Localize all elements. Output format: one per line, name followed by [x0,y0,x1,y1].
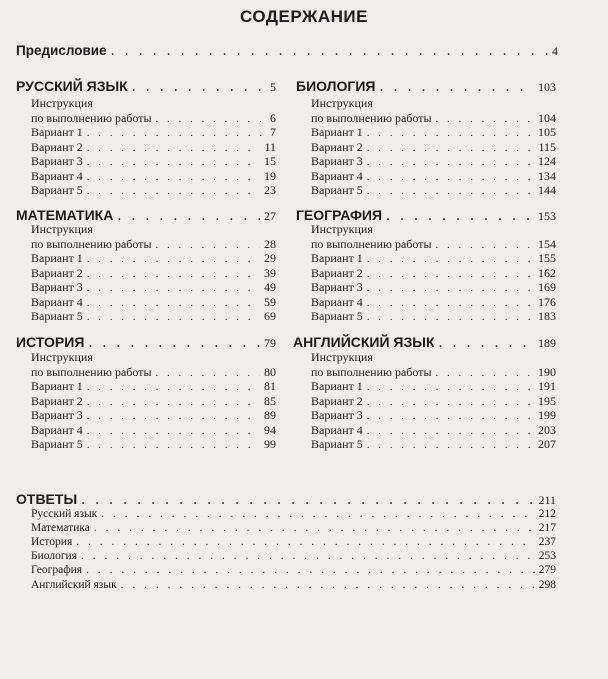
entry-label: Вариант 1 [311,125,363,139]
entry-page: 15 [264,154,276,168]
entry-page: 80 [264,365,276,379]
toc-entry [311,380,556,393]
entry-label: География [31,564,83,576]
entry-label: Вариант 1 [31,251,83,265]
dot-leader [439,335,534,351]
entry-page: 155 [538,251,556,265]
dot-leader [81,492,534,508]
toc-section-biology [296,79,556,95]
toc-entry [31,155,276,168]
toc-entry [311,366,556,379]
dot-leader [367,172,534,183]
entry-page: 69 [264,309,276,323]
toc-entry [311,310,556,323]
dot-leader [87,157,260,168]
toc-entry [311,296,556,309]
entry-label: История [31,536,73,548]
entry-label: Вариант 2 [31,394,83,408]
entry-page: 28 [264,237,276,251]
entry-label: Предисловие [16,43,107,58]
toc-entry [31,170,276,183]
entry-page: 59 [264,295,276,309]
entry-page: 176 [538,295,556,309]
entry-label: Инструкция [31,350,93,364]
entry-label: по выполнению работы [311,365,432,379]
dot-leader [117,208,260,224]
entry-label: по выполнению работы [31,111,152,125]
section-label: РУССКИЙ ЯЗЫК [16,78,128,94]
entry-label: Математика [31,522,90,534]
entry-page: 217 [538,522,556,534]
entry-label: Вариант 5 [311,183,363,197]
toc-entry [31,310,276,323]
dot-leader [87,186,260,197]
entry-label: Вариант 4 [31,423,83,437]
entry-page: 104 [538,111,556,125]
entry-page: 279 [538,564,556,576]
dot-leader [94,523,535,535]
page-title: СОДЕРЖАНИЕ [240,7,368,26]
toc-entry [31,438,276,451]
section-page: 79 [264,336,276,350]
dot-leader [367,128,534,139]
toc-entry [311,424,556,437]
section-label: БИОЛОГИЯ [296,78,376,94]
dot-leader [87,269,260,280]
entry-page: 169 [538,280,556,294]
entry-label: Вариант 3 [311,154,363,168]
entry-page: 23 [264,183,276,197]
entry-label: Вариант 1 [311,251,363,265]
entry-page: 183 [538,309,556,323]
entry-label: Вариант 3 [31,280,83,294]
dot-leader [87,426,260,437]
entry-label: Вариант 5 [311,437,363,451]
section-page: 27 [264,209,276,223]
entry-page: 134 [538,169,556,183]
entry-page: 212 [538,508,556,520]
toc-entry [31,252,276,265]
entry-page: 199 [538,408,556,422]
entry-page: 162 [538,266,556,280]
toc-entry [311,141,556,154]
entry-label: по выполнению работы [311,237,432,251]
toc-entry [31,281,276,294]
toc-entry [31,296,276,309]
entry-label: Инструкция [31,96,93,110]
dot-leader [86,565,535,577]
toc-entry [31,395,276,408]
entry-label: Инструкция [31,222,93,236]
dot-leader [367,269,534,280]
dot-leader [132,79,266,95]
toc-entry-preface [16,43,558,59]
entry-page: 105 [538,125,556,139]
toc-entry [31,126,276,139]
dot-leader [367,397,534,408]
entry-label: Вариант 5 [31,183,83,197]
toc-entry [311,155,556,168]
dot-leader [367,426,534,437]
dot-leader [87,397,260,408]
toc-answer-entry [31,523,556,535]
toc-entry [311,170,556,183]
dot-leader [436,114,534,125]
dot-leader [367,440,534,451]
entry-label: Вариант 3 [311,408,363,422]
toc-entry [31,223,276,235]
entry-page: 191 [538,379,556,393]
dot-leader [367,283,534,294]
toc-entry [311,112,556,125]
toc-entry [31,184,276,197]
entry-page: 85 [264,394,276,408]
entry-label: Вариант 3 [311,280,363,294]
entry-page: 203 [538,423,556,437]
entry-label: Вариант 2 [311,394,363,408]
section-label: АНГЛИЙСКИЙ ЯЗЫК [293,334,435,350]
toc-section-russian [16,79,276,95]
dot-leader [436,368,534,379]
entry-page: 144 [538,183,556,197]
entry-page: 11 [264,140,276,154]
entry-page: 237 [538,536,556,548]
dot-leader [87,440,260,451]
toc-entry [311,252,556,265]
toc-entry [311,97,556,109]
toc-entry [311,395,556,408]
toc-entry [311,438,556,451]
dot-leader [81,551,535,563]
dot-leader [111,43,548,59]
dot-leader [87,411,260,422]
entry-page: 99 [264,437,276,451]
dot-leader [101,509,534,521]
dot-leader [379,79,534,95]
section-page: 189 [538,336,556,350]
toc-entry [311,267,556,280]
entry-page: 195 [538,394,556,408]
toc-entry [31,97,276,109]
toc-entry [311,351,556,363]
dot-leader [87,283,260,294]
entry-label: Инструкция [311,96,373,110]
toc-entry [311,184,556,197]
section-label: ГЕОГРАФИЯ [296,207,383,223]
section-label: ИСТОРИЯ [16,334,85,350]
dot-leader [367,382,534,393]
entry-label: Вариант 3 [31,408,83,422]
toc-answer-entry [31,509,556,521]
toc-entry [31,112,276,125]
entry-page: 253 [538,550,556,562]
entry-label: Вариант 4 [31,169,83,183]
dot-leader [87,382,260,393]
dot-leader [367,186,534,197]
dot-leader [386,208,534,224]
dot-leader [367,143,535,154]
entry-label: Вариант 1 [31,125,83,139]
dot-leader [367,157,534,168]
section-page: 103 [538,80,556,94]
entry-page: 19 [264,169,276,183]
section-label: ОТВЕТЫ [16,491,78,507]
dot-leader [156,240,260,251]
dot-leader [87,128,266,139]
entry-label: Инструкция [311,222,373,236]
entry-page: 89 [264,408,276,422]
entry-page: 190 [538,365,556,379]
dot-leader [76,537,535,549]
toc-entry [311,409,556,422]
entry-label: по выполнению работы [311,111,432,125]
toc-entry [311,223,556,235]
entry-label: Вариант 5 [31,309,83,323]
entry-page: 207 [538,437,556,451]
toc-entry [31,351,276,363]
toc-entry [311,281,556,294]
toc-entry [31,409,276,422]
entry-page: 4 [552,44,558,58]
toc-answer-entry [31,551,556,563]
dot-leader [87,172,260,183]
entry-page: 7 [270,125,276,139]
entry-label: Русский язык [31,508,98,520]
toc-entry [31,141,276,154]
entry-label: по выполнению работы [31,237,152,251]
dot-leader [367,411,534,422]
entry-label: по выполнению работы [31,365,152,379]
entry-page: 39 [264,266,276,280]
toc-entry [311,238,556,251]
toc-entry [31,380,276,393]
entry-page: 29 [264,251,276,265]
entry-page: 298 [538,579,556,591]
dot-leader [87,312,260,323]
entry-label: Вариант 2 [31,266,83,280]
dot-leader [87,143,261,154]
toc-entry [31,366,276,379]
dot-leader [367,254,534,265]
toc-entry [311,126,556,139]
entry-label: Вариант 2 [311,266,363,280]
toc-entry [31,424,276,437]
entry-label: Вариант 4 [311,295,363,309]
dot-leader [156,368,260,379]
toc-section-english [293,335,556,351]
entry-page: 124 [538,154,556,168]
dot-leader [156,114,266,125]
dot-leader [88,335,260,351]
entry-label: Вариант 4 [311,423,363,437]
dot-leader [367,312,534,323]
entry-label: Вариант 1 [31,379,83,393]
toc-entry [31,238,276,251]
section-page: 153 [538,209,556,223]
toc-entry [31,267,276,280]
section-page: 5 [270,80,276,94]
toc-section-history [16,335,276,351]
dot-leader [121,580,535,592]
entry-page: 6 [270,111,276,125]
entry-page: 154 [538,237,556,251]
dot-leader [87,254,260,265]
entry-label: Инструкция [311,350,373,364]
entry-page: 49 [264,280,276,294]
entry-page: 94 [264,423,276,437]
dot-leader [87,298,260,309]
entry-label: Вариант 1 [311,379,363,393]
toc-answer-entry [31,580,556,592]
entry-label: Английский язык [31,579,117,591]
entry-label: Вариант 4 [311,169,363,183]
entry-page: 81 [264,379,276,393]
dot-leader [367,298,534,309]
section-label: МАТЕМАТИКА [16,207,114,223]
entry-label: Вариант 3 [31,154,83,168]
entry-page: 115 [538,140,556,154]
toc-answer-entry [31,565,556,577]
toc-section-answers [16,492,556,508]
entry-label: Биология [31,550,78,562]
entry-label: Вариант 4 [31,295,83,309]
toc-answer-entry [31,537,556,549]
section-page: 211 [538,493,556,507]
dot-leader [436,240,534,251]
entry-label: Вариант 5 [31,437,83,451]
entry-label: Вариант 2 [31,140,83,154]
entry-label: Вариант 2 [311,140,363,154]
entry-label: Вариант 5 [311,309,363,323]
